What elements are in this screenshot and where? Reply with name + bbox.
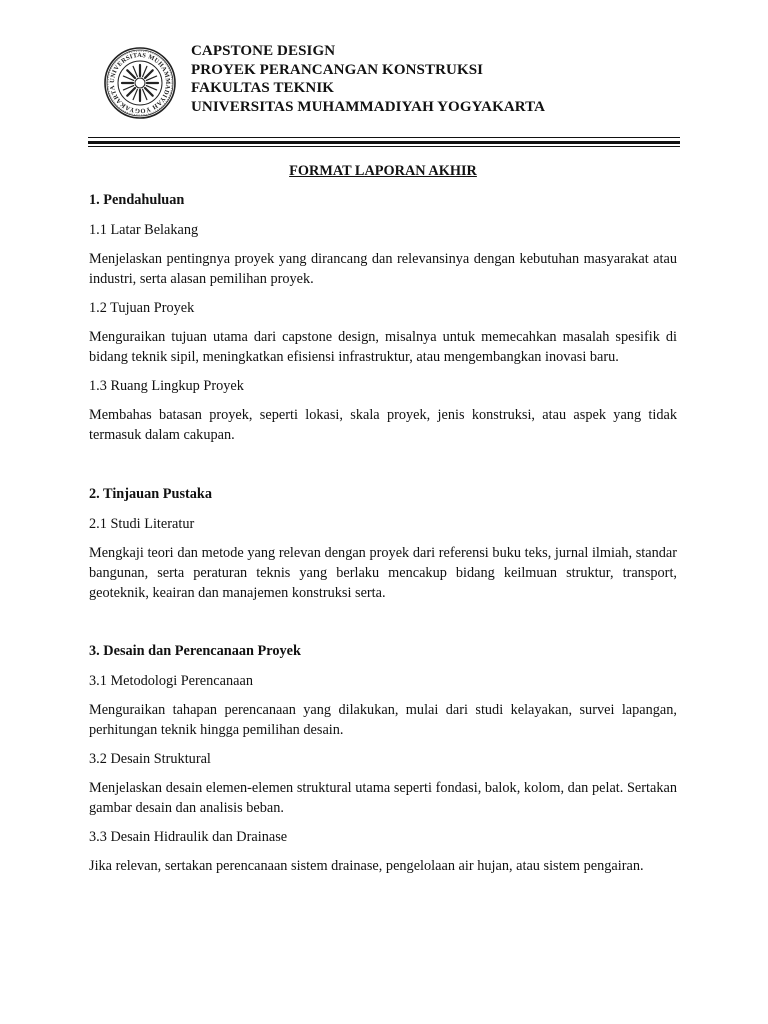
subsection-title-2-1: 2.1 Studi Literatur bbox=[89, 516, 195, 532]
university-seal-icon bbox=[104, 47, 176, 119]
paragraph-2-1: Mengkaji teori dan metode yang relevan dengan proyek dari referensi buku teks, jurnal ilmiah, standar bangunan, serta peraturan teknis yang berlaku mencakup bidang keilmuan struktur, transport, geoteknik, keairan dan manajemen konstruksi serta. bbox=[89, 545, 677, 601]
section-heading-3: 3. Desain dan Perencanaan Proyek bbox=[89, 643, 301, 659]
paragraph-3-3: Jika relevan, sertakan perencanaan sistem drainase, pengelolaan air hujan, atau sistem pengairan. bbox=[89, 858, 644, 874]
section-heading-2: 2. Tinjauan Pustaka bbox=[89, 486, 213, 502]
document-title: FORMAT LAPORAN AKHIR bbox=[289, 163, 477, 179]
paragraph-1-2: Menguraikan tujuan utama dari capstone design, misalnya untuk memecahkan masalah spesifik di bidang teknik sipil, meningkatkan efisiensi infrastruktur, atau mengembangkan inovasi baru. bbox=[89, 329, 677, 365]
paragraph-1-3: Membahas batasan proyek, seperti lokasi, skala proyek, jenis konstruksi, atau aspek yang tidak termasuk dalam cakupan. bbox=[89, 407, 677, 443]
section-heading-1: 1. Pendahuluan bbox=[89, 192, 185, 208]
letterhead-line-3: FAKULTAS TEKNIK bbox=[191, 80, 335, 96]
paragraph-3-2: Menjelaskan desain elemen-elemen struktural utama seperti fondasi, balok, kolom, dan pelat. Sertakan gambar desain dan analisis beban. bbox=[89, 780, 677, 816]
subsection-title-1-1: 1.1 Latar Belakang bbox=[89, 222, 199, 238]
subsection-title-3-1: 3.1 Metodologi Perencanaan bbox=[89, 673, 253, 689]
header-divider-thick bbox=[88, 141, 680, 144]
letterhead-line-1: CAPSTONE DESIGN bbox=[191, 43, 336, 59]
letterhead-line-2: PROYEK PERANCANGAN KONSTRUKSI bbox=[191, 61, 484, 78]
paragraph-1-1: Menjelaskan pentingnya proyek yang dirancang dan relevansinya dengan kebutuhan masyarakat atau industri, serta alasan pemilihan proyek. bbox=[89, 251, 677, 287]
header-divider-thin-bottom bbox=[88, 146, 680, 147]
letterhead bbox=[104, 42, 704, 132]
header-divider-thin-top bbox=[88, 137, 680, 138]
subsection-title-1-3: 1.3 Ruang Lingkup Proyek bbox=[89, 378, 244, 394]
subsection-title-1-2: 1.2 Tujuan Proyek bbox=[89, 300, 195, 316]
letterhead-text bbox=[191, 42, 545, 116]
subsection-title-3-2: 3.2 Desain Struktural bbox=[89, 751, 211, 767]
paragraph-3-1: Menguraikan tahapan perencanaan yang dilakukan, mulai dari studi kelayakan, survei lapangan, perhitungan teknik hingga pemilihan desain. bbox=[89, 702, 677, 738]
subsection-title-3-3: 3.3 Desain Hidraulik dan Drainase bbox=[89, 829, 288, 845]
svg-text:UNIVERSITAS MUHAMMADIYAH YOGYA: UNIVERSITAS MUHAMMADIYAH YOGYAKARTA bbox=[108, 51, 172, 115]
letterhead-line-4: UNIVERSITAS MUHAMMADIYAH YOGYAKARTA bbox=[191, 98, 546, 115]
